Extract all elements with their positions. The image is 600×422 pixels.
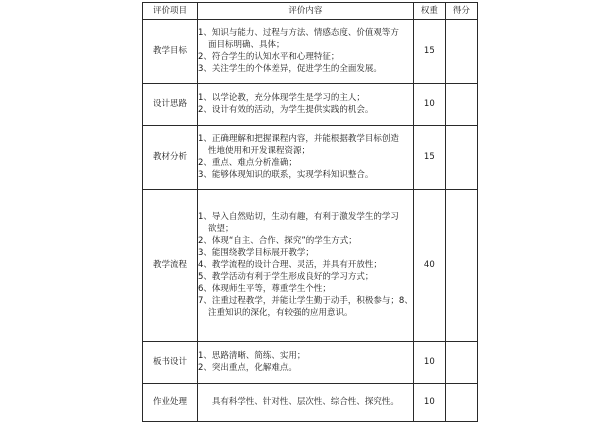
criterion-line: 1、导入自然贴切，生动有趣，有利于激发学生的学习 (198, 212, 399, 222)
evaluation-table (142, 2, 478, 422)
criterion-content (198, 384, 414, 422)
header-item: 评价项目 (143, 3, 198, 20)
criterion-content (198, 126, 414, 190)
criterion-line: 欲望； (208, 224, 234, 234)
criterion-line: 5、教学活动有利于学生形成良好的学习方式； (198, 272, 374, 282)
criterion-category: 教学流程 (143, 190, 198, 342)
criterion-content (198, 84, 414, 126)
table-row (143, 126, 478, 190)
criterion-line: 具有科学性、针对性、层次性、综合性、探究性。 (211, 397, 399, 407)
score-cell[interactable] (445, 84, 477, 126)
criterion-line: 面目标明确、具体； (208, 40, 285, 50)
table-row (143, 190, 478, 342)
score-cell[interactable] (445, 342, 477, 384)
weight-value: 15 (413, 20, 445, 84)
header-score: 得分 (445, 3, 477, 20)
table-row (143, 84, 478, 126)
header-weight: 权重 (413, 3, 445, 20)
criterion-line: 性地使用和开发课程资源； (208, 146, 311, 156)
criterion-content (198, 190, 414, 342)
weight-value: 40 (413, 190, 445, 342)
criterion-line: 1、以学论教，充分体现学生是学习的主人； (198, 93, 365, 103)
criterion-line: 2、重点、难点分析准确； (198, 158, 297, 168)
header-content: 评价内容 (198, 3, 414, 20)
weight-value: 15 (413, 126, 445, 190)
criterion-category: 教材分析 (143, 126, 198, 190)
criterion-category: 设计思路 (143, 84, 198, 126)
criterion-line: 7、注重过程教学，并能让学生勤于动手，积极参与；8、 (198, 296, 413, 306)
criterion-line: 2、设计有效的活动，为学生提供实践的机会。 (198, 105, 374, 115)
criterion-category: 板书设计 (143, 342, 198, 384)
criterion-line: 1、思路清晰、简练、实用； (198, 351, 306, 361)
score-cell[interactable] (445, 126, 477, 190)
criterion-line: 1、知识与能力、过程与方法、情感态度、价值观等方 (198, 28, 399, 38)
criterion-line: 3、关注学生的个体差异，促进学生的全面发展。 (198, 64, 382, 74)
criterion-category: 教学目标 (143, 20, 198, 84)
weight-value: 10 (413, 342, 445, 384)
criterion-line: 4、教学流程的设计合理、灵活，并具有开放性； (198, 260, 382, 270)
table-row (143, 384, 478, 422)
table-body (143, 20, 478, 422)
criterion-category: 作业处理 (143, 384, 198, 422)
score-cell[interactable] (445, 190, 477, 342)
criterion-line: 2、突出重点，化解难点。 (198, 363, 297, 373)
criterion-line: 注重知识的深化，有较强的应用意识。 (208, 308, 353, 318)
table-row (143, 20, 478, 84)
criterion-line: 2、符合学生的认知水平和心理特征； (198, 52, 340, 62)
score-cell[interactable] (445, 384, 477, 422)
criterion-line: 1、正确理解和把握课程内容，并能根据教学目标创造 (198, 134, 399, 144)
criterion-content (198, 342, 414, 384)
criterion-line: 3、能围绕教学目标展开教学； (198, 248, 314, 258)
criterion-line: 3、能够体现知识的联系，实现学科知识整合。 (198, 170, 374, 180)
table-header-row (143, 3, 478, 20)
weight-value: 10 (413, 384, 445, 422)
table-row (143, 342, 478, 384)
criterion-line: 2、体现“自主、合作、探究”的学生方式； (198, 236, 357, 246)
criterion-content (198, 20, 414, 84)
weight-value: 10 (413, 84, 445, 126)
score-cell[interactable] (445, 20, 477, 84)
criterion-line: 6、体现师生平等，尊重学生个性； (198, 284, 331, 294)
